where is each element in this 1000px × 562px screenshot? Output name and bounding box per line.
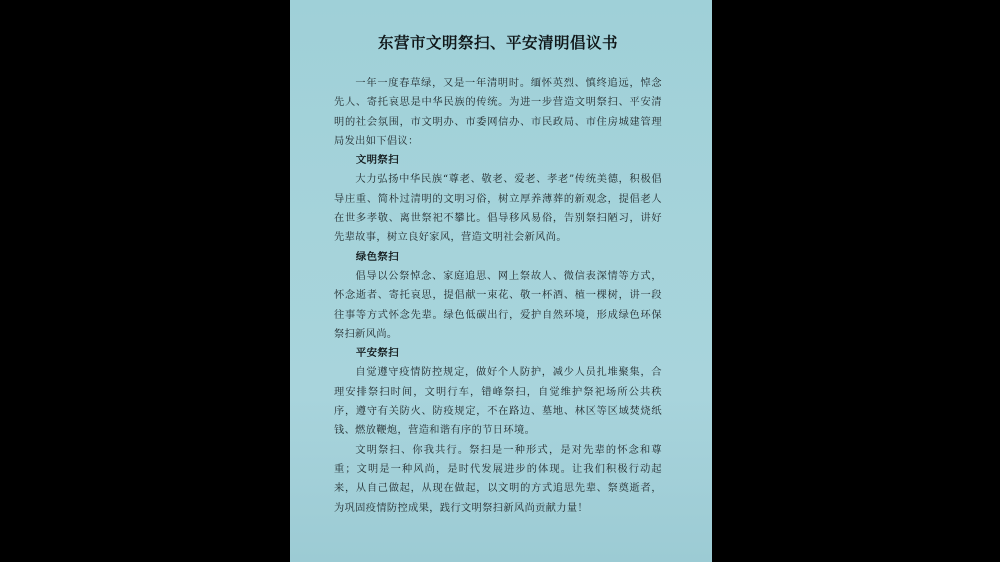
section-body-civilized: 大力弘扬中华民族“尊老、敬老、爱老、孝老”传统美德，积极倡导庄重、简朴过清明的文明习俗，树立厚养薄葬的新观念，提倡老人在世多孝敬、离世祭祀不攀比。倡导移风易俗，告别祭扫陋习，讲好先辈故事，树立良好家风，营造文明社会新风尚。 xyxy=(334,174,662,244)
section-heading-civilized: 文明祭扫 xyxy=(355,154,399,167)
section-heading-green: 绿色祭扫 xyxy=(355,250,399,263)
section-body-safe: 自觉遵守疫情防控规定，做好个人防护，减少人员扎堆聚集，合理安排祭扫时间，文明行车，错峰祭扫，自觉维护祭祀场所公共秩序，遵守有关防火、防疫规定，不在路边、墓地、林区等区域焚烧纸钱、燃放鞭炮，营造和谐有序的节日环境。 xyxy=(334,367,662,437)
intro-paragraph: 一年一度春草绿，又是一年清明时。缅怀英烈、慎终追远，悼念先人、寄托哀思是中华民族的传统。为进一步营造文明祭扫、平安清明的社会氛围，市文明办、市委网信办、市民政局、市住房城建管理局发出如下倡议： xyxy=(334,78,662,147)
document-sheet xyxy=(290,0,712,562)
section-heading-safe: 平安祭扫 xyxy=(355,347,399,360)
document-title: 东营市文明祭扫、平安清明倡议书 xyxy=(377,33,618,52)
closing-paragraph: 文明祭扫、你我共行。祭扫是一种形式，是对先辈的怀念和尊重；文明是一种风尚，是时代发展进步的体现。让我们积极行动起来，从自己做起，从现在做起，以文明的方式追思先辈、祭奠逝者，为巩固疫情防控成果，践行文明祭扫新风尚贡献力量！ xyxy=(334,444,662,514)
section-body-green: 倡导以公祭悼念、家庭追思、网上祭故人、微信表深情等方式，怀念逝者、寄托哀思，提倡献一束花、敬一杯酒、植一棵树，讲一段往事等方式怀念先辈。绿色低碳出行，爱护自然环境，形成绿色环保祭扫新风尚。 xyxy=(334,270,662,340)
